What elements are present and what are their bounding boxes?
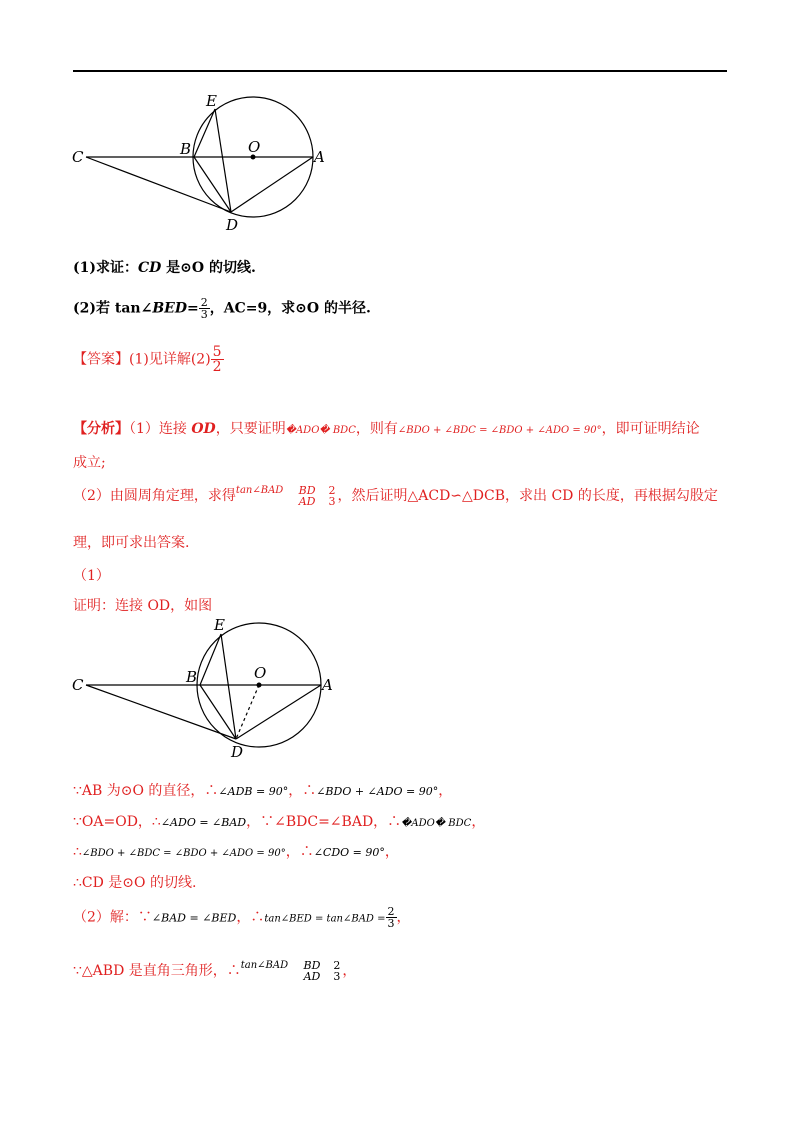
center-dot-2: [257, 683, 262, 688]
analysis-text-d: ，即可证明结论: [601, 421, 700, 437]
analysis-formula-2: ∠BDO + ∠BDC = ∠BDO + ∠ADO = 90°: [397, 425, 602, 436]
answer-text: (1)见详解(2): [129, 351, 211, 368]
q1-prefix: (1)求证：: [73, 260, 138, 276]
q2-fraction: $\frac{2}{3}$: [200, 296, 208, 321]
header-rule: [73, 70, 727, 72]
q1-suffix: 是⊙O 的切线.: [161, 260, 256, 276]
line-ad: [231, 157, 313, 212]
q2-bed: BED: [152, 300, 187, 317]
analysis-fraction-bd-ad: BD AD: [298, 484, 316, 508]
label-a: A: [314, 148, 325, 166]
line-ad-2: [236, 685, 321, 739]
analysis-tan: tan∠BAD: [235, 485, 284, 496]
part-2-text-b: ，∴: [236, 909, 265, 926]
step-3-text-b: ，∴: [285, 844, 314, 860]
question-2: [73, 297, 371, 320]
step-1-text-c: ，: [438, 783, 453, 799]
step-3-text-c: ，: [384, 844, 399, 860]
line-od-dashed: [236, 685, 259, 739]
label-c: C: [72, 148, 84, 166]
label-a-2: A: [322, 676, 333, 694]
analysis-line-2: 成立;: [73, 455, 106, 471]
analysis-line-4: 理，即可求出答案.: [73, 535, 190, 551]
label-d: D: [226, 216, 239, 234]
part-2-text: （2）解：∵: [73, 909, 152, 926]
step-3-formula-2: ∠CDO = 90°: [313, 846, 385, 859]
step-1: [73, 780, 452, 800]
line-be-2: [200, 634, 221, 685]
analysis-od: OD: [191, 421, 216, 437]
q2-ac: ，AC=9，求⊙O 的半径.: [209, 300, 371, 317]
step-2-formula-2: �ADO� BDC: [401, 818, 472, 829]
step-4: ∴CD 是⊙O 的切线.: [73, 875, 197, 891]
line-ed-2: [221, 634, 236, 739]
step-2-formula-1: ∠ADO = ∠BAD: [160, 816, 247, 829]
step-3-formula-1: ∠BDO + ∠BDC = ∠BDO + ∠ADO = 90°: [81, 848, 286, 859]
answer-line: [73, 345, 224, 374]
label-c-2: C: [72, 676, 84, 694]
step-3-text: ∴: [73, 844, 82, 860]
q2-prefix: (2)若 tan∠: [73, 300, 153, 317]
analysis-text-3: ，然后证明△ACD∽△DCB，求出 CD 的长度，再根据勾股定: [337, 488, 718, 504]
analysis-text-2: （2）由圆周角定理，求得: [73, 488, 236, 504]
analysis-line-1: [73, 418, 700, 438]
label-d-2: D: [231, 743, 244, 761]
step-3: [73, 841, 399, 861]
part-2-fraction-bd-ad: BD AD: [303, 959, 321, 983]
step-1-text-b: ，∴: [288, 783, 317, 799]
step-1-text: ∵AB 为⊙O 的直径，∴: [73, 783, 219, 799]
part-2-line-2-text: ∵△ABD 是直角三角形，∴: [73, 963, 241, 979]
q1-cd: CD: [138, 260, 162, 276]
label-b-2: B: [186, 668, 198, 686]
step-1-formula-1: ∠ADB = 90°: [218, 785, 289, 798]
question-1: [73, 257, 256, 277]
analysis-text-c: ，则有: [355, 421, 398, 437]
label-e-2: E: [214, 616, 225, 634]
part-2-text-c: ，: [396, 909, 411, 926]
geometry-figure-1: [60, 90, 360, 240]
analysis-fraction-2-3: 2 3: [328, 484, 336, 508]
q2-eq: =: [186, 300, 199, 317]
part-2-tan: tan∠BAD: [240, 960, 289, 971]
step-2-text-c: ，: [471, 814, 486, 830]
part-2-line-2-text-c: ，: [342, 963, 357, 979]
step-1-formula-2: ∠BDO + ∠ADO = 90°: [316, 785, 439, 798]
solution-proof: 证明：连接 OD，如图: [73, 598, 213, 614]
step-2-text-b: ，∵∠BDC=∠BAD，∴: [246, 814, 402, 830]
line-cd: [86, 157, 231, 212]
step-2-text: ∵OA=OD，∴: [73, 814, 161, 830]
solution-part-1: （1）: [73, 568, 110, 584]
part-2-formula-2: tan∠BED = tan∠BAD =: [264, 913, 386, 925]
part-2-fraction-2-3: 2 3: [333, 959, 341, 983]
analysis-text: （1）连接: [129, 421, 192, 437]
label-o-2: O: [254, 664, 267, 682]
line-cd-2: [86, 685, 236, 739]
part-2-line-1: [73, 906, 411, 929]
part-2-formula-1: ∠BAD = ∠BED: [151, 911, 237, 925]
analysis-label: 【分析】: [73, 421, 129, 437]
analysis-text-b: ，只要证明: [215, 421, 286, 437]
label-e: E: [206, 92, 217, 110]
part-2-fraction: $\frac{2}{3}$: [387, 905, 395, 930]
line-be: [194, 109, 215, 157]
analysis-line-3: [73, 485, 718, 507]
answer-fraction: $\frac{5}{2}$: [212, 344, 222, 375]
step-2: [73, 811, 485, 831]
answer-label: 【答案】: [73, 351, 129, 368]
line-ed: [215, 109, 231, 212]
analysis-formula-1: �ADO� BDC: [285, 425, 356, 436]
part-2-line-2: [73, 960, 356, 982]
geometry-figure-2: [60, 612, 360, 762]
label-o: O: [248, 138, 261, 156]
label-b: B: [180, 140, 192, 158]
